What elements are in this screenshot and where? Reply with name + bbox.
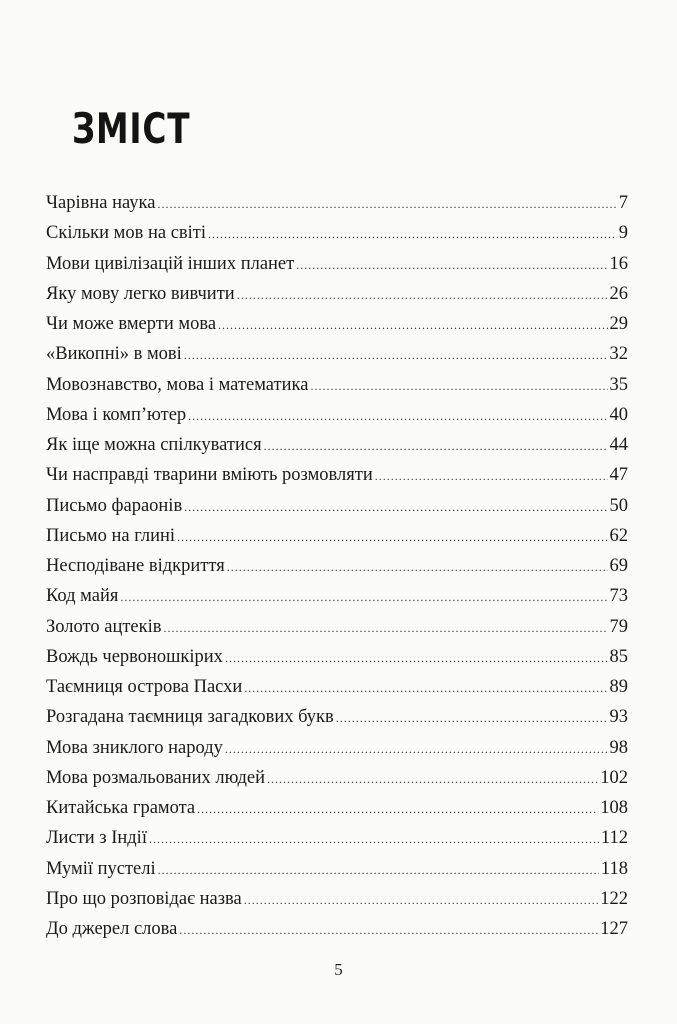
toc-entry (46, 491, 628, 521)
toc-entry (46, 823, 628, 853)
toc-entry-page: 35 (609, 374, 628, 395)
toc-entry-page: 122 (600, 888, 628, 909)
toc-dot-leader (177, 522, 607, 552)
toc-dot-leader (197, 794, 598, 824)
toc-entry-title: Мови цивілізацій інших планет (46, 253, 295, 274)
toc-entry (46, 581, 628, 611)
toc-entry (46, 188, 628, 218)
toc-entry-page: 16 (609, 253, 628, 274)
toc-entry-title: Чарівна наука (46, 193, 156, 213)
toc-dot-leader (184, 492, 607, 522)
toc-dot-leader (336, 703, 608, 733)
toc-entry (46, 642, 628, 672)
toc-entry (46, 279, 628, 309)
toc-entry (46, 521, 628, 551)
toc-entry-title: Золото ацтеків (46, 616, 162, 637)
toc-entry-page: 47 (609, 465, 628, 486)
toc-entry (46, 249, 628, 279)
toc-entry (46, 339, 628, 369)
toc-entry (46, 672, 628, 702)
toc-entry-page: 93 (609, 707, 628, 728)
toc-dot-leader (164, 613, 608, 643)
toc-entry-page: 127 (600, 919, 628, 939)
toc-entry (46, 309, 628, 339)
toc-dot-leader (225, 643, 608, 673)
toc-dot-leader (264, 431, 608, 461)
toc-entry-page: 29 (609, 314, 628, 334)
toc-entry (46, 400, 628, 430)
toc-entry-page: 108 (600, 798, 628, 818)
toc-entry-title: Письмо на глині (46, 525, 176, 546)
toc-entry-title: Таємниця острова Пасхи (46, 677, 243, 697)
toc-dot-leader (310, 371, 607, 401)
toc-entry-page: 26 (609, 283, 628, 304)
toc-entry (46, 551, 628, 581)
toc-entry-page: 50 (609, 495, 628, 516)
toc-entry-title: До джерел слова (46, 919, 178, 939)
toc-entry (46, 370, 628, 400)
table-of-contents (46, 188, 628, 944)
toc-entry (46, 884, 628, 914)
toc-entry-page: 69 (609, 556, 628, 576)
toc-entry (46, 914, 628, 944)
toc-entry-page: 102 (600, 767, 628, 788)
toc-entry (46, 793, 628, 823)
toc-entry-title: «Викопні» в мові (46, 344, 182, 365)
toc-entry-title: Чи може вмерти мова (46, 314, 217, 334)
toc-entry-title: Як іще можна спілкуватися (46, 435, 262, 455)
toc-dot-leader (158, 855, 599, 885)
toc-entry (46, 702, 628, 732)
toc-entry-title: Китайська грамота (46, 798, 196, 818)
toc-entry-title: Яку мову легко вивчити (46, 283, 235, 304)
toc-entry-page: 89 (609, 677, 628, 697)
toc-dot-leader (208, 219, 617, 249)
toc-entry-title: Про що розповідає назва (46, 888, 242, 909)
toc-entry (46, 612, 628, 642)
toc-entry (46, 733, 628, 763)
toc-dot-leader (244, 885, 599, 915)
toc-dot-leader (225, 734, 608, 764)
toc-dot-leader (120, 582, 607, 612)
toc-entry (46, 430, 628, 460)
toc-dot-leader (157, 189, 616, 219)
toc-entry-title: Письмо фараонів (46, 495, 183, 516)
toc-dot-leader (188, 401, 607, 431)
toc-entry (46, 460, 628, 490)
toc-entry (46, 763, 628, 793)
toc-dot-leader (149, 824, 599, 854)
toc-entry-title: Чи насправді тварини вміють розмовляти (46, 465, 373, 486)
toc-entry-title: Мовознавство, мова і математика (46, 374, 309, 395)
toc-entry-title: Код майя (46, 586, 119, 607)
toc-entry-page: 73 (609, 586, 628, 607)
toc-dot-leader (218, 310, 607, 340)
toc-dot-leader (244, 673, 607, 703)
toc-entry-title: Вождь червоношкірих (46, 646, 223, 667)
page-title: ЗМІСТ (72, 104, 191, 153)
toc-dot-leader (296, 250, 607, 280)
toc-entry-title: Листи з Індії (46, 828, 147, 849)
toc-entry-title: Мова зниклого народу (46, 737, 223, 758)
page-number: 5 (334, 960, 343, 979)
toc-entry-title: Скільки мов на світі (46, 223, 207, 244)
toc-entry-page: 62 (609, 525, 628, 546)
toc-entry-title: Несподіване відкриття (46, 556, 225, 576)
toc-dot-leader (179, 915, 598, 945)
toc-entry-page: 79 (609, 616, 628, 637)
toc-entry-page: 7 (618, 193, 628, 213)
toc-entry-page: 44 (609, 435, 628, 455)
toc-entry-page: 32 (609, 344, 628, 365)
toc-entry-title: Мумії пустелі (46, 858, 156, 879)
toc-entry-page: 85 (609, 646, 628, 667)
toc-dot-leader (227, 552, 608, 582)
toc-dot-leader (237, 280, 608, 310)
toc-entry-page: 9 (618, 223, 628, 244)
toc-entry (46, 218, 628, 248)
toc-entry-title: Розгадана таємниця загадкових букв (46, 707, 334, 728)
toc-dot-leader (375, 461, 608, 491)
toc-entry-page: 112 (600, 828, 628, 849)
toc-entry (46, 854, 628, 884)
toc-dot-leader (184, 340, 608, 370)
toc-entry-title: Мова розмальованих людей (46, 767, 266, 788)
toc-entry-title: Мова і комп’ютер (46, 404, 187, 425)
toc-dot-leader (267, 764, 598, 794)
toc-entry-page: 118 (600, 858, 628, 879)
toc-entry-page: 40 (609, 404, 628, 425)
toc-entry-page: 98 (609, 737, 628, 758)
